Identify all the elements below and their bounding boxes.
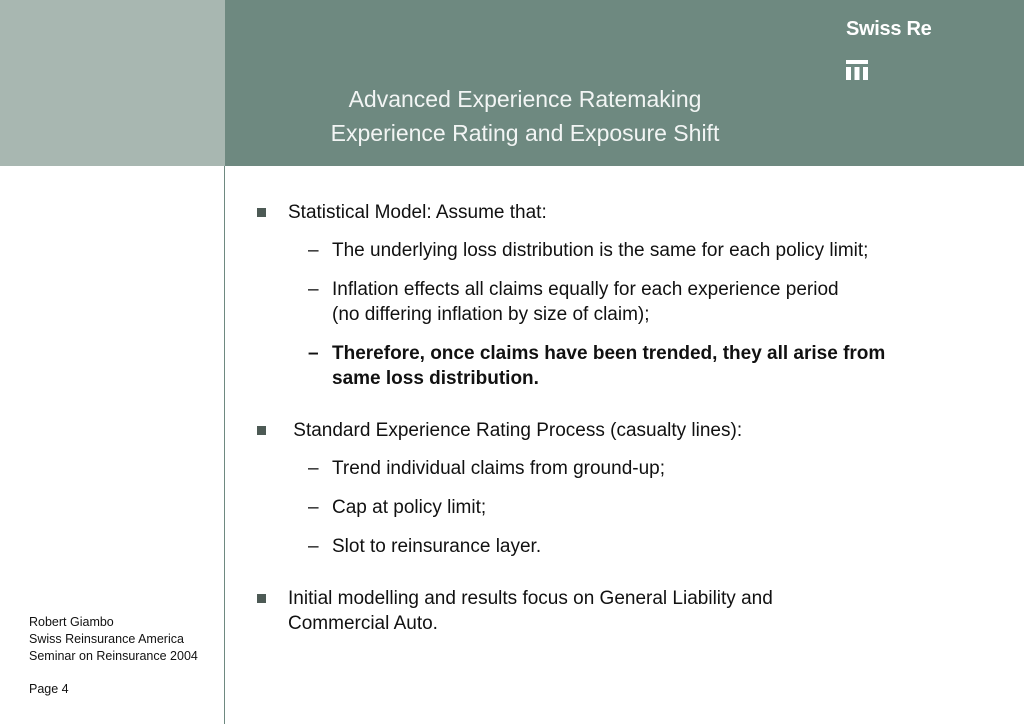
bullet-square-icon xyxy=(257,594,266,603)
dash-icon: – xyxy=(308,240,319,261)
bullet-square-icon xyxy=(257,426,266,435)
bullet-2-text: Standard Experience Rating Process (casualty lines): xyxy=(288,420,743,441)
bullet-1-sub-1: The underlying loss distribution is the same for each policy limit; xyxy=(332,240,869,261)
footer-event: Seminar on Reinsurance 2004 xyxy=(29,649,198,663)
bullet-2-sub-3: Slot to reinsurance layer. xyxy=(332,536,542,557)
footer-author: Robert Giambo xyxy=(29,615,114,629)
divider-line xyxy=(224,166,225,724)
bullet-1-sub-3-line-2: same loss distribution. xyxy=(332,368,539,389)
bullet-3-line-1: Initial modelling and results focus on General Liability and xyxy=(288,588,773,609)
footer-company: Swiss Reinsurance America xyxy=(29,632,184,646)
bullet-2-sub-1: Trend individual claims from ground-up; xyxy=(332,458,666,479)
dash-icon: – xyxy=(308,458,319,479)
bullet-3-line-2: Commercial Auto. xyxy=(288,613,438,634)
title-line-1: Advanced Experience Ratemaking xyxy=(348,86,702,112)
bullet-2-sub-2: Cap at policy limit; xyxy=(332,497,487,518)
dash-icon: – xyxy=(308,497,319,518)
bullet-1-sub-2-line-2: (no differing inflation by size of claim); xyxy=(332,304,650,325)
title-line-2: Experience Rating and Exposure Shift xyxy=(330,120,720,146)
dash-icon: – xyxy=(308,343,319,364)
bullet-1-sub-2-line-1: Inflation effects all claims equally for each experience period xyxy=(332,279,839,300)
corner-block xyxy=(0,0,225,166)
brand-name: Swiss Re xyxy=(846,18,932,40)
page-number: Page 4 xyxy=(29,682,69,696)
bullet-square-icon xyxy=(257,208,266,217)
swiss-re-logo-icon xyxy=(846,60,870,87)
bullet-1-sub-3-line-1: Therefore, once claims have been trended, they all arise from xyxy=(332,343,886,364)
bullet-1-text: Statistical Model: Assume that: xyxy=(288,202,547,223)
dash-icon: – xyxy=(308,279,319,300)
slide-title xyxy=(225,82,825,150)
dash-icon: – xyxy=(308,536,319,557)
